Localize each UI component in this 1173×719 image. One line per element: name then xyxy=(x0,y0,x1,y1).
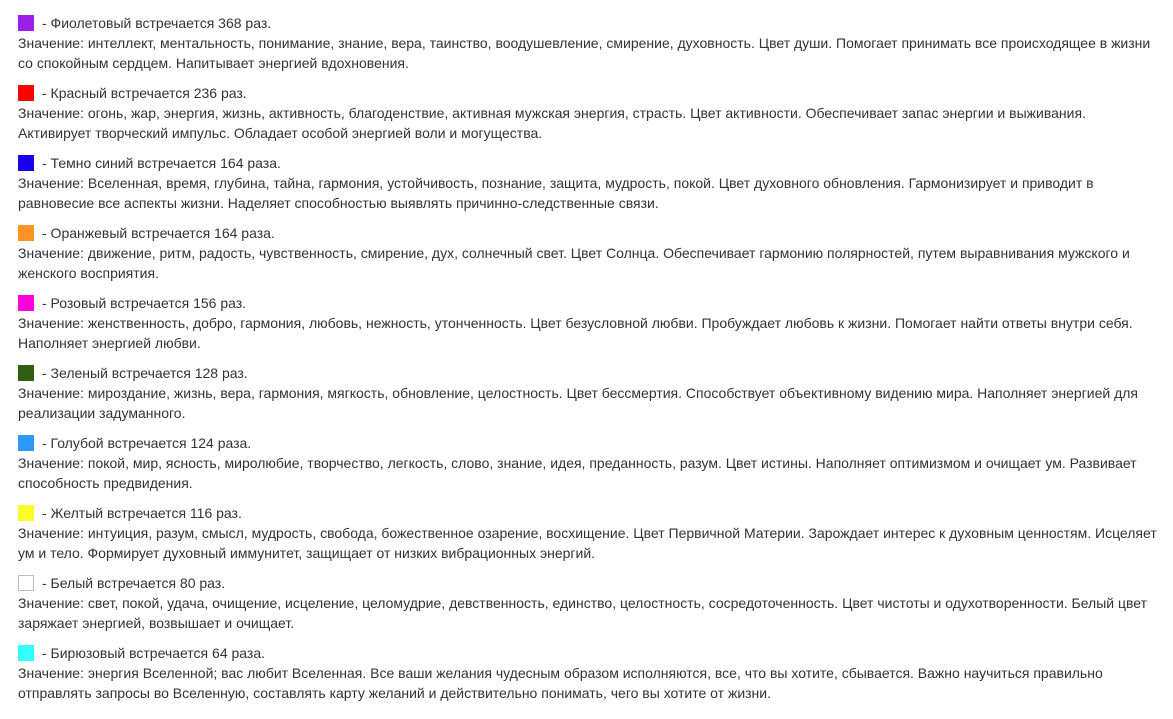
color-entry-title: - Белый встречается 80 раз. xyxy=(42,575,226,591)
violet-swatch xyxy=(18,15,34,31)
yellow-swatch xyxy=(18,505,34,521)
color-entry-title: - Розовый встречается 156 раз. xyxy=(42,295,247,311)
color-entry-title: - Голубой встречается 124 раза. xyxy=(42,435,252,451)
color-entry-description: Значение: огонь, жар, энергия, жизнь, активность, благоденствие, активная мужская энергия, страсть. Цвет активности. Обеспечивает запас энергии и выживания. Активирует творческий импульс. Обладает особой энергией воли и могущества. xyxy=(18,105,1086,141)
color-entry xyxy=(18,643,1163,713)
color-entry-description: Значение: движение, ритм, радость, чувственность, смирение, дух, солнечный свет. Цвет Солнца. Обеспечивает гармонию полярностей, путем выравнивания мужского и женского восприятия. xyxy=(18,245,1130,281)
color-entry xyxy=(18,503,1163,573)
color-entry xyxy=(18,573,1163,643)
color-entry-description: Значение: мироздание, жизнь, вера, гармония, мягкость, обновление, целостность. Цвет бессмертия. Способствует объективному видению мира. Наполняет энергией для реализации задуманного. xyxy=(18,385,1139,421)
light-blue-swatch xyxy=(18,435,34,451)
color-entry-title: - Красный встречается 236 раз. xyxy=(42,85,247,101)
white-swatch xyxy=(18,575,34,591)
color-entry-description: Значение: интуиция, разум, смысл, мудрость, свобода, божественное озарение, восхищение. Цвет Первичной Материи. Зарождает интерес к духовным ценностям. Исцеляет ум и тело. Формирует духовный иммунитет, защищает от низких вибрационных энергий. xyxy=(18,525,1157,561)
color-entry xyxy=(18,223,1163,293)
color-entry-description: Значение: покой, мир, ясность, миролюбие, творчество, легкость, слово, знание, идея, преданность, разум. Цвет истины. Наполняет оптимизмом и очищает ум. Развивает способность предвидения. xyxy=(18,455,1137,491)
turquoise-swatch xyxy=(18,645,34,661)
color-entry xyxy=(18,13,1163,83)
green-swatch xyxy=(18,365,34,381)
color-entry-title: - Зеленый встречается 128 раз. xyxy=(42,365,248,381)
color-entry xyxy=(18,363,1163,433)
dark-blue-swatch xyxy=(18,155,34,171)
color-entry-description: Значение: свет, покой, удача, очищение, исцеление, целомудрие, девственность, единство, целостность, сосредоточенность. Цвет чистоты и одухотворенности. Белый цвет заряжает энергией, возвышает и очищает. xyxy=(18,595,1148,631)
color-entry-description: Значение: энергия Вселенной; вас любит Вселенная. Все ваши желания чудесным образом исполняются, все, что вы хотите, сбывается. Важно научиться правильно отправлять запросы во Вселенную, составлять карту желаний и действительно понимать, чего вы хотите от жизни. xyxy=(18,665,1103,701)
color-entry xyxy=(18,153,1163,223)
color-entry-title: - Темно синий встречается 164 раза. xyxy=(42,155,281,171)
orange-swatch xyxy=(18,225,34,241)
color-entry-title: - Бирюзовый встречается 64 раза. xyxy=(42,645,266,661)
color-entry xyxy=(18,433,1163,503)
color-entry-description: Значение: интеллект, ментальность, понимание, знание, вера, таинство, воодушевление, смирение, духовность. Цвет души. Помогает принимать все происходящее в жизни со спокойным сердцем. Напитывает энергией вдохновения. xyxy=(18,35,1151,71)
color-entry-description: Значение: женственность, добро, гармония, любовь, нежность, утонченность. Цвет безусловной любви. Пробуждает любовь к жизни. Помогает найти ответы внутри себя. Наполняет энергией любви. xyxy=(18,315,1133,351)
pink-swatch xyxy=(18,295,34,311)
color-entry xyxy=(18,293,1163,363)
red-swatch xyxy=(18,85,34,101)
color-entry-description: Значение: Вселенная, время, глубина, тайна, гармония, устойчивость, познание, защита, мудрость, покой. Цвет духовного обновления. Гармонизирует и приводит в равновесие все аспекты жизни. Наделяет способностью выявлять причинно-следственные связи. xyxy=(18,175,1094,211)
color-meaning-list xyxy=(18,13,1163,713)
color-entry-title: - Желтый встречается 116 раз. xyxy=(42,505,242,521)
color-entry-title: - Оранжевый встречается 164 раза. xyxy=(42,225,275,241)
color-entry-title: - Фиолетовый встречается 368 раз. xyxy=(42,15,272,31)
color-entry xyxy=(18,83,1163,153)
